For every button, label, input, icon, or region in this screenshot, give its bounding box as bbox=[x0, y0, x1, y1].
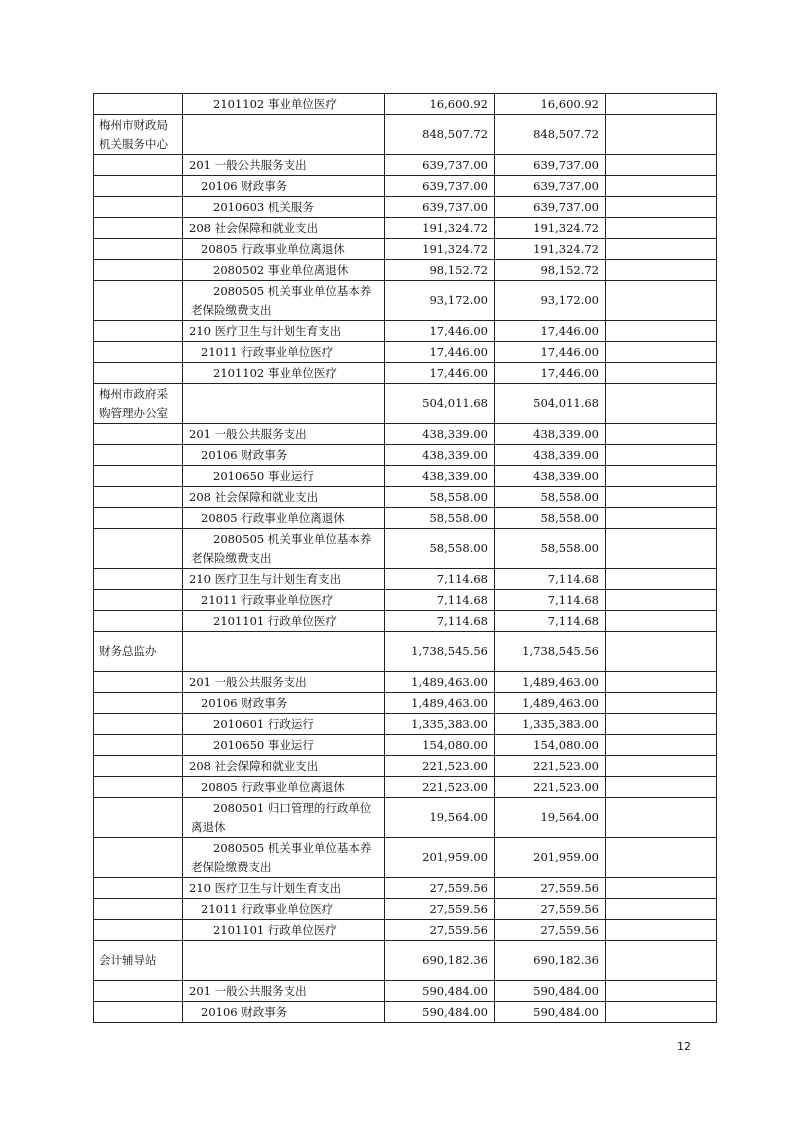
basic-amount-cell: 848,507.72 bbox=[495, 115, 606, 155]
project-amount-cell bbox=[606, 756, 717, 777]
table-row bbox=[94, 321, 717, 342]
project-amount-cell bbox=[606, 611, 717, 632]
basic-amount-cell: 590,484.00 bbox=[495, 981, 606, 1002]
table-row bbox=[94, 693, 717, 714]
basic-amount-cell: 7,114.68 bbox=[495, 611, 606, 632]
item-cell: 201 一般公共服务支出 bbox=[183, 424, 385, 445]
total-amount-cell: 639,737.00 bbox=[385, 197, 495, 218]
table-row bbox=[94, 155, 717, 176]
total-amount-cell: 221,523.00 bbox=[385, 756, 495, 777]
org-name-cell bbox=[94, 487, 183, 508]
basic-amount-cell: 438,339.00 bbox=[495, 466, 606, 487]
table-row bbox=[94, 899, 717, 920]
item-cell: 20805 行政事业单位离退休 bbox=[183, 777, 385, 798]
item-cell: 210 医疗卫生与计划生育支出 bbox=[183, 321, 385, 342]
project-amount-cell bbox=[606, 218, 717, 239]
org-name-cell bbox=[94, 424, 183, 445]
table-row bbox=[94, 1002, 717, 1023]
project-amount-cell bbox=[606, 197, 717, 218]
org-name-cell bbox=[94, 466, 183, 487]
org-name-cell bbox=[94, 1002, 183, 1023]
item-cell: 2010601 行政运行 bbox=[183, 714, 385, 735]
item-cell: 20106 财政事务 bbox=[183, 1002, 385, 1023]
total-amount-cell: 154,080.00 bbox=[385, 735, 495, 756]
total-amount-cell: 1,489,463.00 bbox=[385, 693, 495, 714]
org-name-cell bbox=[94, 176, 183, 197]
project-amount-cell bbox=[606, 838, 717, 878]
table-row bbox=[94, 487, 717, 508]
item-cell: 208 社会保障和就业支出 bbox=[183, 218, 385, 239]
table-row bbox=[94, 281, 717, 321]
project-amount-cell bbox=[606, 445, 717, 466]
budget-table-body bbox=[94, 94, 717, 1023]
item-cell bbox=[183, 115, 385, 155]
total-amount-cell: 191,324.72 bbox=[385, 239, 495, 260]
basic-amount-cell: 93,172.00 bbox=[495, 281, 606, 321]
total-amount-cell: 438,339.00 bbox=[385, 424, 495, 445]
total-amount-cell: 17,446.00 bbox=[385, 363, 495, 384]
total-amount-cell: 590,484.00 bbox=[385, 981, 495, 1002]
item-cell: 20805 行政事业单位离退休 bbox=[183, 508, 385, 529]
basic-amount-cell: 639,737.00 bbox=[495, 155, 606, 176]
org-name-cell bbox=[94, 508, 183, 529]
basic-amount-cell: 221,523.00 bbox=[495, 777, 606, 798]
org-name-cell bbox=[94, 693, 183, 714]
basic-amount-cell: 504,011.68 bbox=[495, 384, 606, 424]
item-cell: 201 一般公共服务支出 bbox=[183, 672, 385, 693]
item-cell: 2010603 机关服务 bbox=[183, 197, 385, 218]
basic-amount-cell: 58,558.00 bbox=[495, 529, 606, 569]
org-name-cell bbox=[94, 529, 183, 569]
org-name-cell bbox=[94, 899, 183, 920]
basic-amount-cell: 27,559.56 bbox=[495, 899, 606, 920]
org-name-cell: 梅州市财政局机关服务中心 bbox=[94, 115, 183, 155]
table-row bbox=[94, 569, 717, 590]
table-row bbox=[94, 363, 717, 384]
item-cell: 201 一般公共服务支出 bbox=[183, 155, 385, 176]
table-row bbox=[94, 197, 717, 218]
table-row bbox=[94, 756, 717, 777]
org-name-cell bbox=[94, 445, 183, 466]
item-cell: 2010650 事业运行 bbox=[183, 735, 385, 756]
table-row bbox=[94, 920, 717, 941]
table-row bbox=[94, 176, 717, 197]
table-row bbox=[94, 735, 717, 756]
item-cell: 210 医疗卫生与计划生育支出 bbox=[183, 569, 385, 590]
org-name-cell: 会计辅导站 bbox=[94, 941, 183, 981]
basic-amount-cell: 690,182.36 bbox=[495, 941, 606, 981]
item-cell bbox=[183, 384, 385, 424]
total-amount-cell: 1,335,383.00 bbox=[385, 714, 495, 735]
table-row bbox=[94, 342, 717, 363]
total-amount-cell: 58,558.00 bbox=[385, 508, 495, 529]
total-amount-cell: 27,559.56 bbox=[385, 920, 495, 941]
project-amount-cell bbox=[606, 693, 717, 714]
item-cell: 201 一般公共服务支出 bbox=[183, 981, 385, 1002]
total-amount-cell: 438,339.00 bbox=[385, 466, 495, 487]
org-name-cell bbox=[94, 239, 183, 260]
basic-amount-cell: 154,080.00 bbox=[495, 735, 606, 756]
item-cell: 20106 财政事务 bbox=[183, 176, 385, 197]
basic-amount-cell: 27,559.56 bbox=[495, 920, 606, 941]
item-cell bbox=[183, 941, 385, 981]
basic-amount-cell: 7,114.68 bbox=[495, 569, 606, 590]
basic-amount-cell: 1,738,545.56 bbox=[495, 632, 606, 672]
project-amount-cell bbox=[606, 920, 717, 941]
org-name-cell bbox=[94, 611, 183, 632]
table-row bbox=[94, 218, 717, 239]
org-name-cell: 梅州市政府采购管理办公室 bbox=[94, 384, 183, 424]
org-name-cell bbox=[94, 920, 183, 941]
org-name-cell bbox=[94, 218, 183, 239]
project-amount-cell bbox=[606, 487, 717, 508]
total-amount-cell: 1,489,463.00 bbox=[385, 672, 495, 693]
item-cell: 21011 行政事业单位医疗 bbox=[183, 590, 385, 611]
total-amount-cell: 221,523.00 bbox=[385, 777, 495, 798]
project-amount-cell bbox=[606, 424, 717, 445]
org-name-cell bbox=[94, 838, 183, 878]
org-row bbox=[94, 115, 717, 155]
total-amount-cell: 7,114.68 bbox=[385, 590, 495, 611]
org-name-cell bbox=[94, 735, 183, 756]
total-amount-cell: 504,011.68 bbox=[385, 384, 495, 424]
basic-amount-cell: 27,559.56 bbox=[495, 878, 606, 899]
total-amount-cell: 191,324.72 bbox=[385, 218, 495, 239]
table-row bbox=[94, 714, 717, 735]
project-amount-cell bbox=[606, 281, 717, 321]
org-name-cell bbox=[94, 756, 183, 777]
table-row bbox=[94, 838, 717, 878]
org-name-cell bbox=[94, 321, 183, 342]
table-row bbox=[94, 94, 717, 115]
item-cell: 2080502 事业单位离退休 bbox=[183, 260, 385, 281]
item-cell: 2101101 行政单位医疗 bbox=[183, 920, 385, 941]
item-cell: 2080505 机关事业单位基本养老保险缴费支出 bbox=[183, 529, 385, 569]
org-name-cell bbox=[94, 590, 183, 611]
project-amount-cell bbox=[606, 94, 717, 115]
table-row bbox=[94, 529, 717, 569]
table-row bbox=[94, 260, 717, 281]
total-amount-cell: 17,446.00 bbox=[385, 321, 495, 342]
org-name-cell bbox=[94, 197, 183, 218]
basic-amount-cell: 191,324.72 bbox=[495, 218, 606, 239]
project-amount-cell bbox=[606, 466, 717, 487]
item-cell: 2101102 事业单位医疗 bbox=[183, 363, 385, 384]
project-amount-cell bbox=[606, 342, 717, 363]
total-amount-cell: 58,558.00 bbox=[385, 529, 495, 569]
org-row bbox=[94, 632, 717, 672]
project-amount-cell bbox=[606, 508, 717, 529]
basic-amount-cell: 590,484.00 bbox=[495, 1002, 606, 1023]
item-cell: 2101102 事业单位医疗 bbox=[183, 94, 385, 115]
total-amount-cell: 848,507.72 bbox=[385, 115, 495, 155]
total-amount-cell: 7,114.68 bbox=[385, 611, 495, 632]
total-amount-cell: 690,182.36 bbox=[385, 941, 495, 981]
total-amount-cell: 16,600.92 bbox=[385, 94, 495, 115]
project-amount-cell bbox=[606, 384, 717, 424]
table-row bbox=[94, 611, 717, 632]
project-amount-cell bbox=[606, 798, 717, 838]
project-amount-cell bbox=[606, 529, 717, 569]
basic-amount-cell: 1,335,383.00 bbox=[495, 714, 606, 735]
project-amount-cell bbox=[606, 569, 717, 590]
total-amount-cell: 7,114.68 bbox=[385, 569, 495, 590]
table-row bbox=[94, 424, 717, 445]
project-amount-cell bbox=[606, 714, 717, 735]
org-row bbox=[94, 941, 717, 981]
item-cell: 2080501 归口管理的行政单位离退休 bbox=[183, 798, 385, 838]
total-amount-cell: 639,737.00 bbox=[385, 176, 495, 197]
project-amount-cell bbox=[606, 155, 717, 176]
table-row bbox=[94, 239, 717, 260]
project-amount-cell bbox=[606, 260, 717, 281]
total-amount-cell: 58,558.00 bbox=[385, 487, 495, 508]
table-row bbox=[94, 777, 717, 798]
item-cell: 210 医疗卫生与计划生育支出 bbox=[183, 878, 385, 899]
item-cell: 20106 财政事务 bbox=[183, 693, 385, 714]
project-amount-cell bbox=[606, 115, 717, 155]
project-amount-cell bbox=[606, 1002, 717, 1023]
project-amount-cell bbox=[606, 941, 717, 981]
project-amount-cell bbox=[606, 735, 717, 756]
total-amount-cell: 438,339.00 bbox=[385, 445, 495, 466]
total-amount-cell: 1,738,545.56 bbox=[385, 632, 495, 672]
basic-amount-cell: 17,446.00 bbox=[495, 321, 606, 342]
basic-amount-cell: 19,564.00 bbox=[495, 798, 606, 838]
total-amount-cell: 590,484.00 bbox=[385, 1002, 495, 1023]
table-row bbox=[94, 445, 717, 466]
basic-amount-cell: 1,489,463.00 bbox=[495, 693, 606, 714]
org-name-cell bbox=[94, 798, 183, 838]
item-cell: 21011 行政事业单位医疗 bbox=[183, 342, 385, 363]
basic-amount-cell: 1,489,463.00 bbox=[495, 672, 606, 693]
table-row bbox=[94, 798, 717, 838]
project-amount-cell bbox=[606, 176, 717, 197]
table-row bbox=[94, 672, 717, 693]
project-amount-cell bbox=[606, 777, 717, 798]
project-amount-cell bbox=[606, 899, 717, 920]
org-name-cell bbox=[94, 342, 183, 363]
org-name-cell bbox=[94, 672, 183, 693]
org-name-cell bbox=[94, 878, 183, 899]
org-name-cell bbox=[94, 155, 183, 176]
org-name-cell bbox=[94, 363, 183, 384]
item-cell: 2080505 机关事业单位基本养老保险缴费支出 bbox=[183, 838, 385, 878]
table-row bbox=[94, 590, 717, 611]
basic-amount-cell: 16,600.92 bbox=[495, 94, 606, 115]
basic-amount-cell: 201,959.00 bbox=[495, 838, 606, 878]
total-amount-cell: 639,737.00 bbox=[385, 155, 495, 176]
table-row bbox=[94, 878, 717, 899]
budget-table bbox=[93, 93, 717, 1023]
total-amount-cell: 201,959.00 bbox=[385, 838, 495, 878]
project-amount-cell bbox=[606, 239, 717, 260]
total-amount-cell: 19,564.00 bbox=[385, 798, 495, 838]
basic-amount-cell: 17,446.00 bbox=[495, 342, 606, 363]
project-amount-cell bbox=[606, 321, 717, 342]
item-cell: 2080505 机关事业单位基本养老保险缴费支出 bbox=[183, 281, 385, 321]
item-cell: 20106 财政事务 bbox=[183, 445, 385, 466]
item-cell: 2101101 行政单位医疗 bbox=[183, 611, 385, 632]
basic-amount-cell: 438,339.00 bbox=[495, 445, 606, 466]
item-cell: 21011 行政事业单位医疗 bbox=[183, 899, 385, 920]
project-amount-cell bbox=[606, 878, 717, 899]
project-amount-cell bbox=[606, 672, 717, 693]
basic-amount-cell: 98,152.72 bbox=[495, 260, 606, 281]
basic-amount-cell: 639,737.00 bbox=[495, 197, 606, 218]
org-name-cell bbox=[94, 281, 183, 321]
org-row bbox=[94, 384, 717, 424]
basic-amount-cell: 17,446.00 bbox=[495, 363, 606, 384]
total-amount-cell: 27,559.56 bbox=[385, 878, 495, 899]
basic-amount-cell: 7,114.68 bbox=[495, 590, 606, 611]
basic-amount-cell: 221,523.00 bbox=[495, 756, 606, 777]
org-name-cell bbox=[94, 94, 183, 115]
project-amount-cell bbox=[606, 363, 717, 384]
org-name-cell bbox=[94, 981, 183, 1002]
org-name-cell bbox=[94, 777, 183, 798]
org-name-cell bbox=[94, 569, 183, 590]
project-amount-cell bbox=[606, 590, 717, 611]
total-amount-cell: 17,446.00 bbox=[385, 342, 495, 363]
basic-amount-cell: 438,339.00 bbox=[495, 424, 606, 445]
basic-amount-cell: 639,737.00 bbox=[495, 176, 606, 197]
basic-amount-cell: 58,558.00 bbox=[495, 487, 606, 508]
org-name-cell bbox=[94, 260, 183, 281]
org-name-cell: 财务总监办 bbox=[94, 632, 183, 672]
org-name-cell bbox=[94, 714, 183, 735]
project-amount-cell bbox=[606, 981, 717, 1002]
table-row bbox=[94, 466, 717, 487]
item-cell: 2010650 事业运行 bbox=[183, 466, 385, 487]
total-amount-cell: 27,559.56 bbox=[385, 899, 495, 920]
table-row bbox=[94, 981, 717, 1002]
item-cell: 20805 行政事业单位离退休 bbox=[183, 239, 385, 260]
basic-amount-cell: 191,324.72 bbox=[495, 239, 606, 260]
item-cell: 208 社会保障和就业支出 bbox=[183, 756, 385, 777]
basic-amount-cell: 58,558.00 bbox=[495, 508, 606, 529]
total-amount-cell: 98,152.72 bbox=[385, 260, 495, 281]
item-cell bbox=[183, 632, 385, 672]
project-amount-cell bbox=[606, 632, 717, 672]
page-number: 12 bbox=[677, 1040, 691, 1053]
item-cell: 208 社会保障和就业支出 bbox=[183, 487, 385, 508]
total-amount-cell: 93,172.00 bbox=[385, 281, 495, 321]
table-row bbox=[94, 508, 717, 529]
